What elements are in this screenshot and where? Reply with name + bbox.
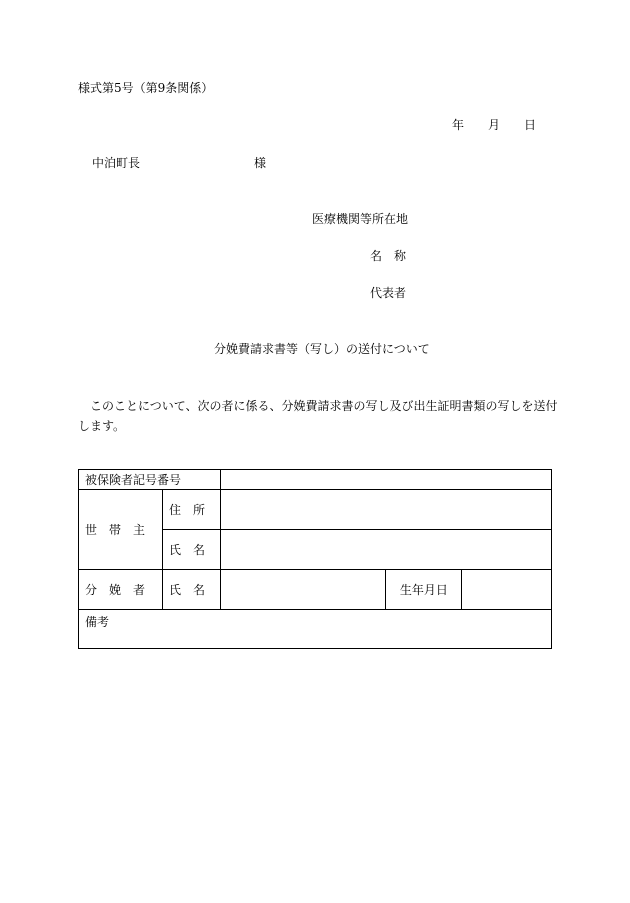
- addressee-honorific: 様: [254, 156, 267, 170]
- info-table: [78, 469, 552, 649]
- birther-name-label: 氏 名: [162, 570, 220, 610]
- document-title: 分娩費請求書等（写し）の送付について: [214, 342, 430, 356]
- dob-label: 生年月日: [386, 570, 462, 610]
- sender-name-label: 名 称: [370, 249, 407, 263]
- address-label: 住 所: [162, 490, 220, 530]
- birther-label: 分 娩 者: [79, 570, 163, 610]
- date-month: 月: [488, 118, 501, 132]
- address-field[interactable]: [220, 490, 551, 530]
- form-number: 様式第5号（第9条関係）: [78, 81, 214, 95]
- body-text: このことについて、次の者に係る、分娩費請求書の写し及び出生証明書類の写しを送付します。: [78, 399, 558, 433]
- sender-rep-label: 代表者: [370, 286, 407, 300]
- sender-address-label: 医療機関等所在地: [312, 212, 409, 226]
- insured-number-field[interactable]: [220, 470, 551, 490]
- insured-number-label: 被保険者記号番号: [79, 470, 221, 490]
- addressee-name: 中泊町長: [92, 156, 141, 170]
- remarks-label: 備考: [85, 615, 110, 629]
- remarks-cell[interactable]: [79, 610, 552, 649]
- date-day: 日: [524, 118, 537, 132]
- dob-field[interactable]: [462, 570, 552, 610]
- household-head-name-label: 氏 名: [162, 530, 220, 570]
- household-head-name-field[interactable]: [220, 530, 551, 570]
- birther-name-field[interactable]: [220, 570, 385, 610]
- household-head-label: 世 帯 主: [79, 490, 163, 570]
- date-year: 年: [452, 118, 465, 132]
